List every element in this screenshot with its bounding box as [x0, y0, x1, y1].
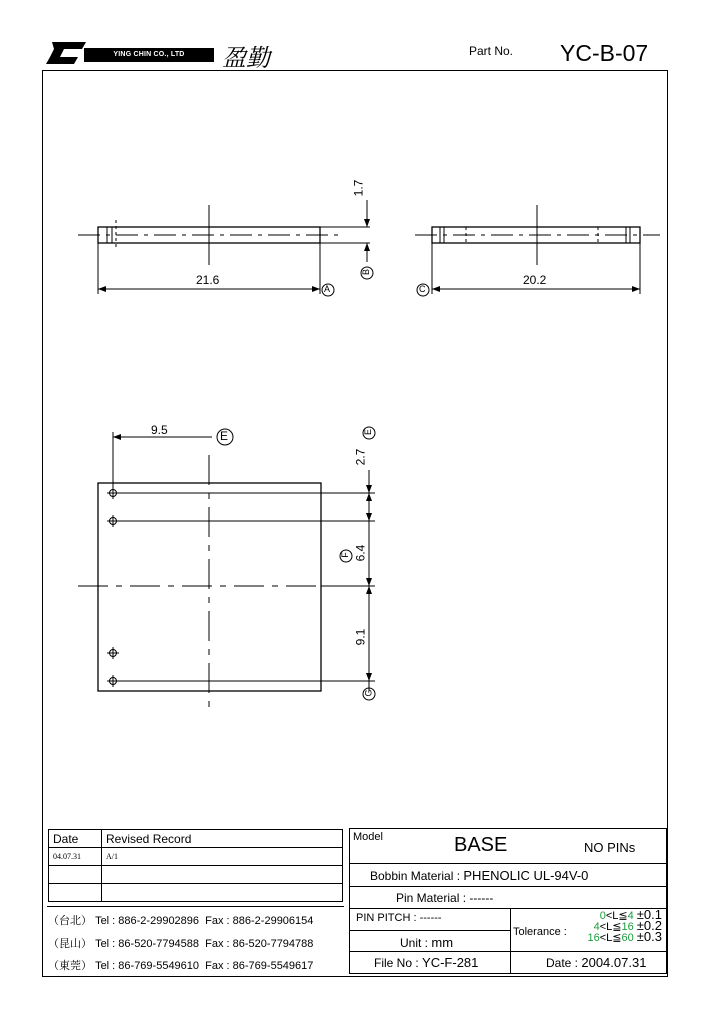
dim-pin-span: 6.4 [353, 544, 368, 562]
revision-empty-cell [102, 884, 343, 902]
dim-e-offset: 9.5 [151, 423, 168, 437]
company-name-cn: 盈勤 [222, 44, 270, 72]
contact-tel: Tel : 86-520-7794588 [95, 938, 200, 950]
pin-hole [107, 675, 119, 687]
contact-region: （台北） [48, 915, 92, 927]
tolerance-row [587, 929, 662, 944]
file-no: YC-F-281 [422, 955, 479, 970]
part-number-label: Part No. [469, 44, 514, 58]
revision-record: A/1 [102, 848, 343, 866]
pins-label: NO PINs [584, 840, 636, 855]
pin-pitch-label: PIN PITCH : [356, 912, 417, 924]
tolerance-range-max: 16 [621, 921, 634, 933]
revision-record-header: Revised Record [102, 830, 343, 848]
marker-e: E [220, 429, 229, 443]
dim-thickness: 1.7 [351, 179, 366, 197]
part-number: YC-B-07 [560, 40, 649, 66]
bobbin-material: PHENOLIC UL-94V-0 [463, 868, 589, 883]
pin-material-row [396, 891, 493, 905]
revision-empty-cell [102, 866, 343, 884]
contact-row [48, 957, 313, 973]
contact-divider [47, 906, 344, 907]
pin-hole [107, 487, 119, 499]
dim-length-front: 21.6 [196, 273, 220, 287]
company-name: YING CHIN CO., LTD [84, 48, 214, 62]
unit-label: Unit : [400, 936, 429, 950]
marker-g: G [363, 689, 374, 697]
revision-empty-cell [49, 866, 102, 884]
spec-divider [510, 908, 511, 974]
marker-a: A [324, 284, 331, 294]
revision-table [48, 829, 343, 902]
marker-f: F [339, 552, 350, 558]
dim-top-gap: 2.7 [353, 448, 368, 466]
contact-row [48, 912, 313, 928]
date-row [546, 955, 646, 970]
pin-hole [107, 515, 119, 527]
pin-hole [107, 647, 119, 659]
revision-empty-cell [49, 884, 102, 902]
top-view [78, 432, 375, 712]
tolerance-range-min: 4 [593, 921, 600, 933]
bobbin-material-label: Bobbin Material : [370, 869, 461, 883]
contact-region: （昆山） [48, 938, 92, 950]
date: 2004.07.31 [581, 955, 647, 970]
side-view-front [78, 200, 370, 294]
contact-fax: Fax : 86-520-7794788 [205, 938, 314, 950]
bobbin-material-row [370, 868, 588, 883]
pin-material: ------ [469, 891, 494, 905]
unit-row [400, 935, 453, 950]
contact-region: （東莞） [48, 960, 92, 972]
tolerance-value: ±0.3 [636, 929, 662, 944]
contact-row [48, 935, 313, 951]
tolerance-range-min: 16 [587, 932, 600, 944]
contact-fax: Fax : 86-769-5549617 [205, 960, 314, 972]
dim-lower-span: 9.1 [353, 628, 368, 646]
revision-date: 04.07.31 [49, 848, 102, 866]
spec-block [349, 828, 667, 974]
tolerance-range-min: 0 [599, 910, 606, 922]
spec-divider [350, 930, 510, 931]
tolerance-range-max: 60 [621, 932, 634, 944]
spec-divider [350, 951, 666, 952]
pin-material-label: Pin Material : [396, 891, 467, 905]
tolerance-value: ±0.1 [636, 907, 662, 922]
tolerance-range-op: <L≦ [605, 910, 628, 922]
tolerance-range-max: 4 [627, 910, 634, 922]
tolerance-label: Tolerance : [513, 926, 567, 938]
unit: mm [431, 935, 454, 950]
marker-c: C [419, 284, 426, 294]
tolerance-range-op: <L≦ [599, 921, 622, 933]
spec-divider [350, 886, 666, 887]
date-label: Date : [546, 956, 579, 970]
revision-date-header: Date [49, 830, 102, 848]
marker-e-vertical: E [363, 428, 374, 436]
spec-divider [350, 863, 666, 864]
pitch-row [356, 912, 442, 924]
marker-b: B [361, 268, 372, 276]
model-name: BASE [454, 834, 508, 856]
contact-fax: Fax : 886-2-29906154 [205, 915, 314, 927]
contact-tel: Tel : 886-2-29902896 [95, 915, 200, 927]
contact-tel: Tel : 86-769-5549610 [95, 960, 200, 972]
file-no-label: File No : [374, 956, 419, 970]
file-no-row [374, 955, 478, 970]
dim-length-side: 20.2 [523, 273, 547, 287]
spec-divider [350, 908, 666, 909]
tolerance-value: ±0.2 [636, 918, 662, 933]
tolerance-range-op: <L≦ [599, 932, 622, 944]
model-label: Model [353, 831, 383, 843]
pin-pitch: ------ [419, 912, 442, 924]
